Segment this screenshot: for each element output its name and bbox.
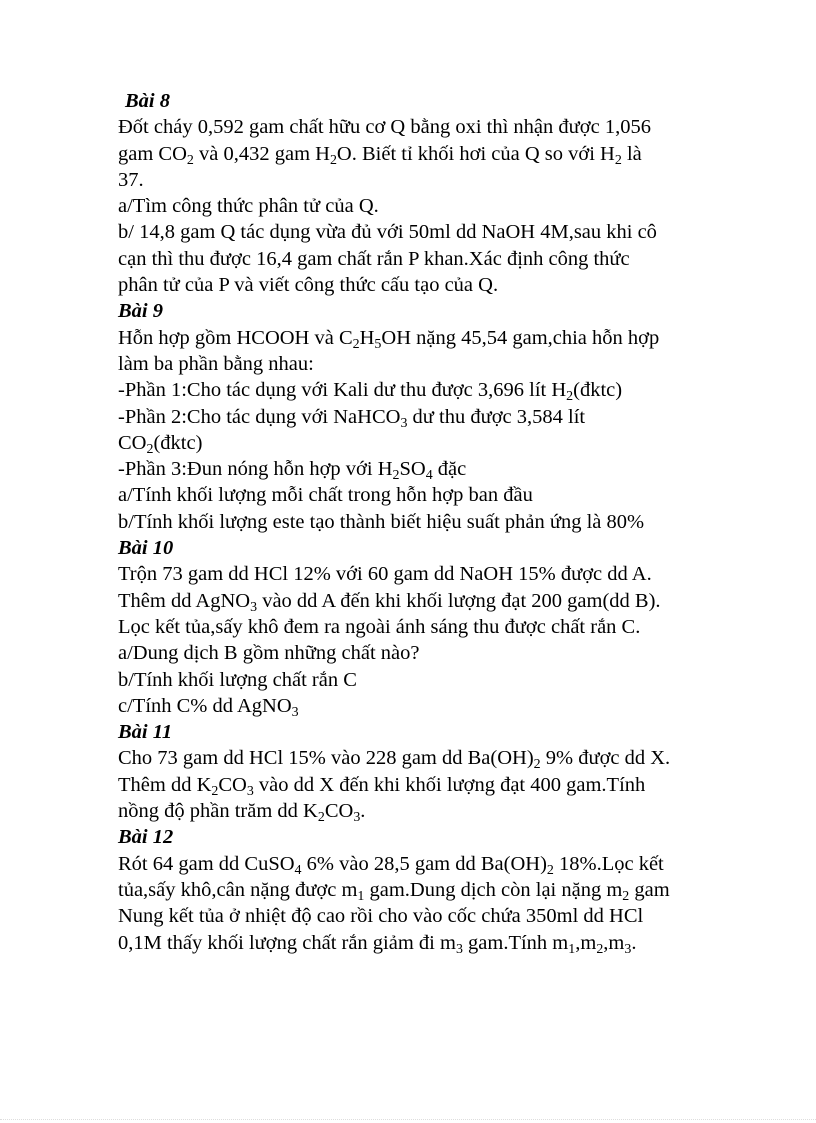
text-line: gam $CO_2$ và 0,432 gam $H_2O$. Biết tỉ khối hơi của Q so với $H_2$ là <box>118 142 642 168</box>
text-line: làm ba phần bằng nhau: <box>118 352 314 375</box>
text-line: Hỗn hợp gồm HCOOH và $C_2H_5OH$ nặng 45,54 gam,chia hỗn hợp <box>118 326 660 352</box>
text-line: nồng độ phần trăm dd $K_2CO_3$. <box>118 800 366 825</box>
text-line: b/Tính khối lượng chất rắn C <box>118 668 357 691</box>
text-line: tủa,sấy khô,cân nặng được $m_1$ gam.Dung dịch còn lại nặng $m_2$ gam <box>118 878 670 904</box>
text-line: a/Dung dịch B gồm những chất nào? <box>118 642 420 665</box>
text-line: $CO_2(đktc)$ <box>118 431 203 457</box>
text-line: Nung kết tủa ở nhiệt độ cao rồi cho vào cốc chứa 350ml dd HCl <box>118 905 644 928</box>
exercise-title: Bài 10 <box>118 537 174 560</box>
text-line: Trộn 73 gam dd HCl 12% với 60 gam dd NaOH 15% được dd A. <box>118 563 652 586</box>
text-line: Cho 73 gam dd HCl 15% vào 228 gam dd $Ba(OH)_2$ 9% được dd X. <box>118 747 671 773</box>
text-line: Đốt cháy 0,592 gam chất hữu cơ Q bằng oxi thì nhận được 1,056 <box>118 116 651 139</box>
text-line: Thêm dd AgNO$_3$ vào dd A đến khi khối lượng đạt 200 gam(dd B). <box>118 589 661 615</box>
text-line: 0,1M thấy khối lượng chất rắn giảm đi $m_3$ gam.Tính $m_1,m_2,m_3$. <box>118 931 637 957</box>
text-line: a/Tính khối lượng mỗi chất trong hỗn hợp ban đầu <box>118 484 533 507</box>
text-line: Lọc kết tủa,sấy khô đem ra ngoài ánh sáng thu được chất rắn C. <box>118 615 641 638</box>
text-line: Rót 64 gam dd CuSO$_4$ 6% vào 28,5 gam dd $Ba(OH)_2$ 18%.Lọc kết <box>118 852 664 878</box>
text-line: 37. <box>118 168 144 191</box>
text-line: -Phần 3:Đun nóng hỗn hợp với $H_2SO_4$ đặc <box>118 458 467 484</box>
document-body <box>118 88 703 956</box>
exercise-title: Bài 9 <box>118 300 163 323</box>
exercise-title: Bài 12 <box>118 826 174 849</box>
text-line: c/Tính C% dd AgNO$_3$ <box>118 694 299 720</box>
text-line: -Phần 2:Cho tác dụng với NaHCO$_3$ dư thu được 3,584 lít <box>118 405 586 431</box>
page-bottom-rule <box>0 1119 816 1120</box>
text-line: Thêm dd $K_2CO_3$ vào dd X đến khi khối lượng đạt 400 gam.Tính <box>118 773 646 799</box>
text-line: b/ 14,8 gam Q tác dụng vừa đủ với 50ml dd NaOH 4M,sau khi cô <box>118 221 657 244</box>
text-line: b/Tính khối lượng este tạo thành biết hiệu suất phản ứng là 80% <box>118 510 645 533</box>
exercise-title: Bài 8 <box>125 90 170 112</box>
text-line: a/Tìm công thức phân tử của Q. <box>118 195 379 218</box>
text-line: cạn thì thu được 16,4 gam chất rắn P khan.Xác định công thức <box>118 247 630 270</box>
text-line: -Phần 1:Cho tác dụng với Kali dư thu được 3,696 lít $H_2(đktc)$ <box>118 379 623 405</box>
text-line: phân tử của P và viết công thức cấu tạo của Q. <box>118 274 499 297</box>
exercise-title: Bài 11 <box>118 721 173 744</box>
